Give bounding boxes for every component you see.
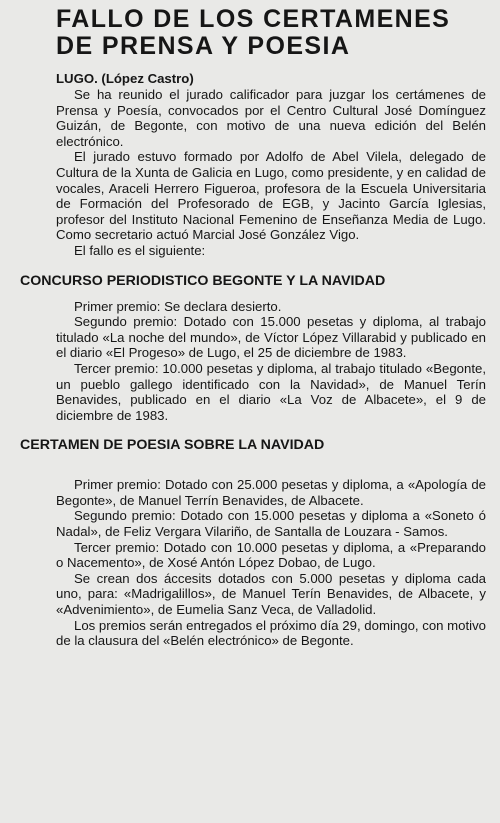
award-paragraph: Segundo premio: Dotado con 15.000 pesetas y diploma a «Soneto ó Nadal», de Feliz Vergara Vilariño, de Santalla de Louzara - Samos.: [56, 508, 486, 540]
section-title: CERTAMEN DE POESIA SOBRE LA NAVIDAD: [20, 437, 325, 454]
award-paragraph: Segundo premio: Dotado con 15.000 pesetas y diploma, al trabajo titulado «La noche del mundo», de Víctor López Villarabid y publicado en el diario «El Progeso» de Lugo, el 25 de diciembre de 1983.: [56, 314, 486, 361]
section-gap: [18, 463, 486, 477]
intro-paragraph: El jurado estuvo formado por Adolfo de Abel Vilela, delegado de Cultura de la Xunta de Galicia en Lugo, como presidente, y en calidad de vocales, Araceli Herrero Figueroa, profesora de la Escuela Universitaria de Formación del Profesorado de EGB, y Jacinto García Iglesias, profesor del Instituto Nacional Femenino de Enseñanza Media de Lugo. Como secretario actuó Marcial José González Vigo.: [56, 149, 486, 243]
headline-line-1: FALLO DE LOS CERTAMENES: [56, 5, 451, 33]
byline: LUGO. (López Castro): [56, 71, 194, 86]
award-paragraph: Tercer premio: Dotado con 10.000 pesetas y diploma, a «Preparando o Nacemento», de Xosé Antón López Dobao, de Lugo.: [56, 539, 486, 571]
intro-paragraph: El fallo es el siguiente:: [74, 242, 206, 258]
poetry-contest-section: [18, 436, 486, 649]
award-paragraph: Tercer premio: 10.000 pesetas y diploma, al trabajo titulado «Begonte, un pueblo gallego identificado con la Navidad», de Manuel Terín Benavides, publicado en el diario «La Voz de Albacete», el 9 de diciembre de 1983.: [56, 360, 486, 423]
headline: [56, 6, 486, 60]
award-paragraph: Primer premio: Se declara desierto.: [74, 298, 282, 314]
intro-paragraph: Se ha reunido el jurado calificador para juzgar los certámenes de Prensa y Poesía, convocados por el Centro Cultural José Domínguez Guizán, de Begonte, con motivo de una nueva edición del Belén electrónico.: [56, 87, 486, 149]
headline-line-2: DE PRENSA Y POESIA: [56, 32, 351, 60]
intro-section: [18, 87, 486, 259]
press-contest-section: [18, 272, 486, 424]
award-paragraph: Primer premio: Dotado con 25.000 pesetas y diploma, a «Apología de Begonte», de Manuel Terrín Benavides, de Albacete.: [56, 477, 486, 508]
section-title: CONCURSO PERIODISTICO BEGONTE Y LA NAVIDAD: [20, 272, 386, 289]
award-paragraph: Los premios serán entregados el próximo día 29, domingo, con motivo de la clausura del «Belén electrónico» de Begonte.: [56, 617, 486, 649]
award-paragraph: Se crean dos áccesits dotados con 5.000 pesetas y diploma cada uno, para: «Madrigalillos», de Manuel Terín Benavides, de Albacete, y «Advenimiento», de Eumelia Sanz Veca, de Valladolid.: [56, 570, 486, 618]
